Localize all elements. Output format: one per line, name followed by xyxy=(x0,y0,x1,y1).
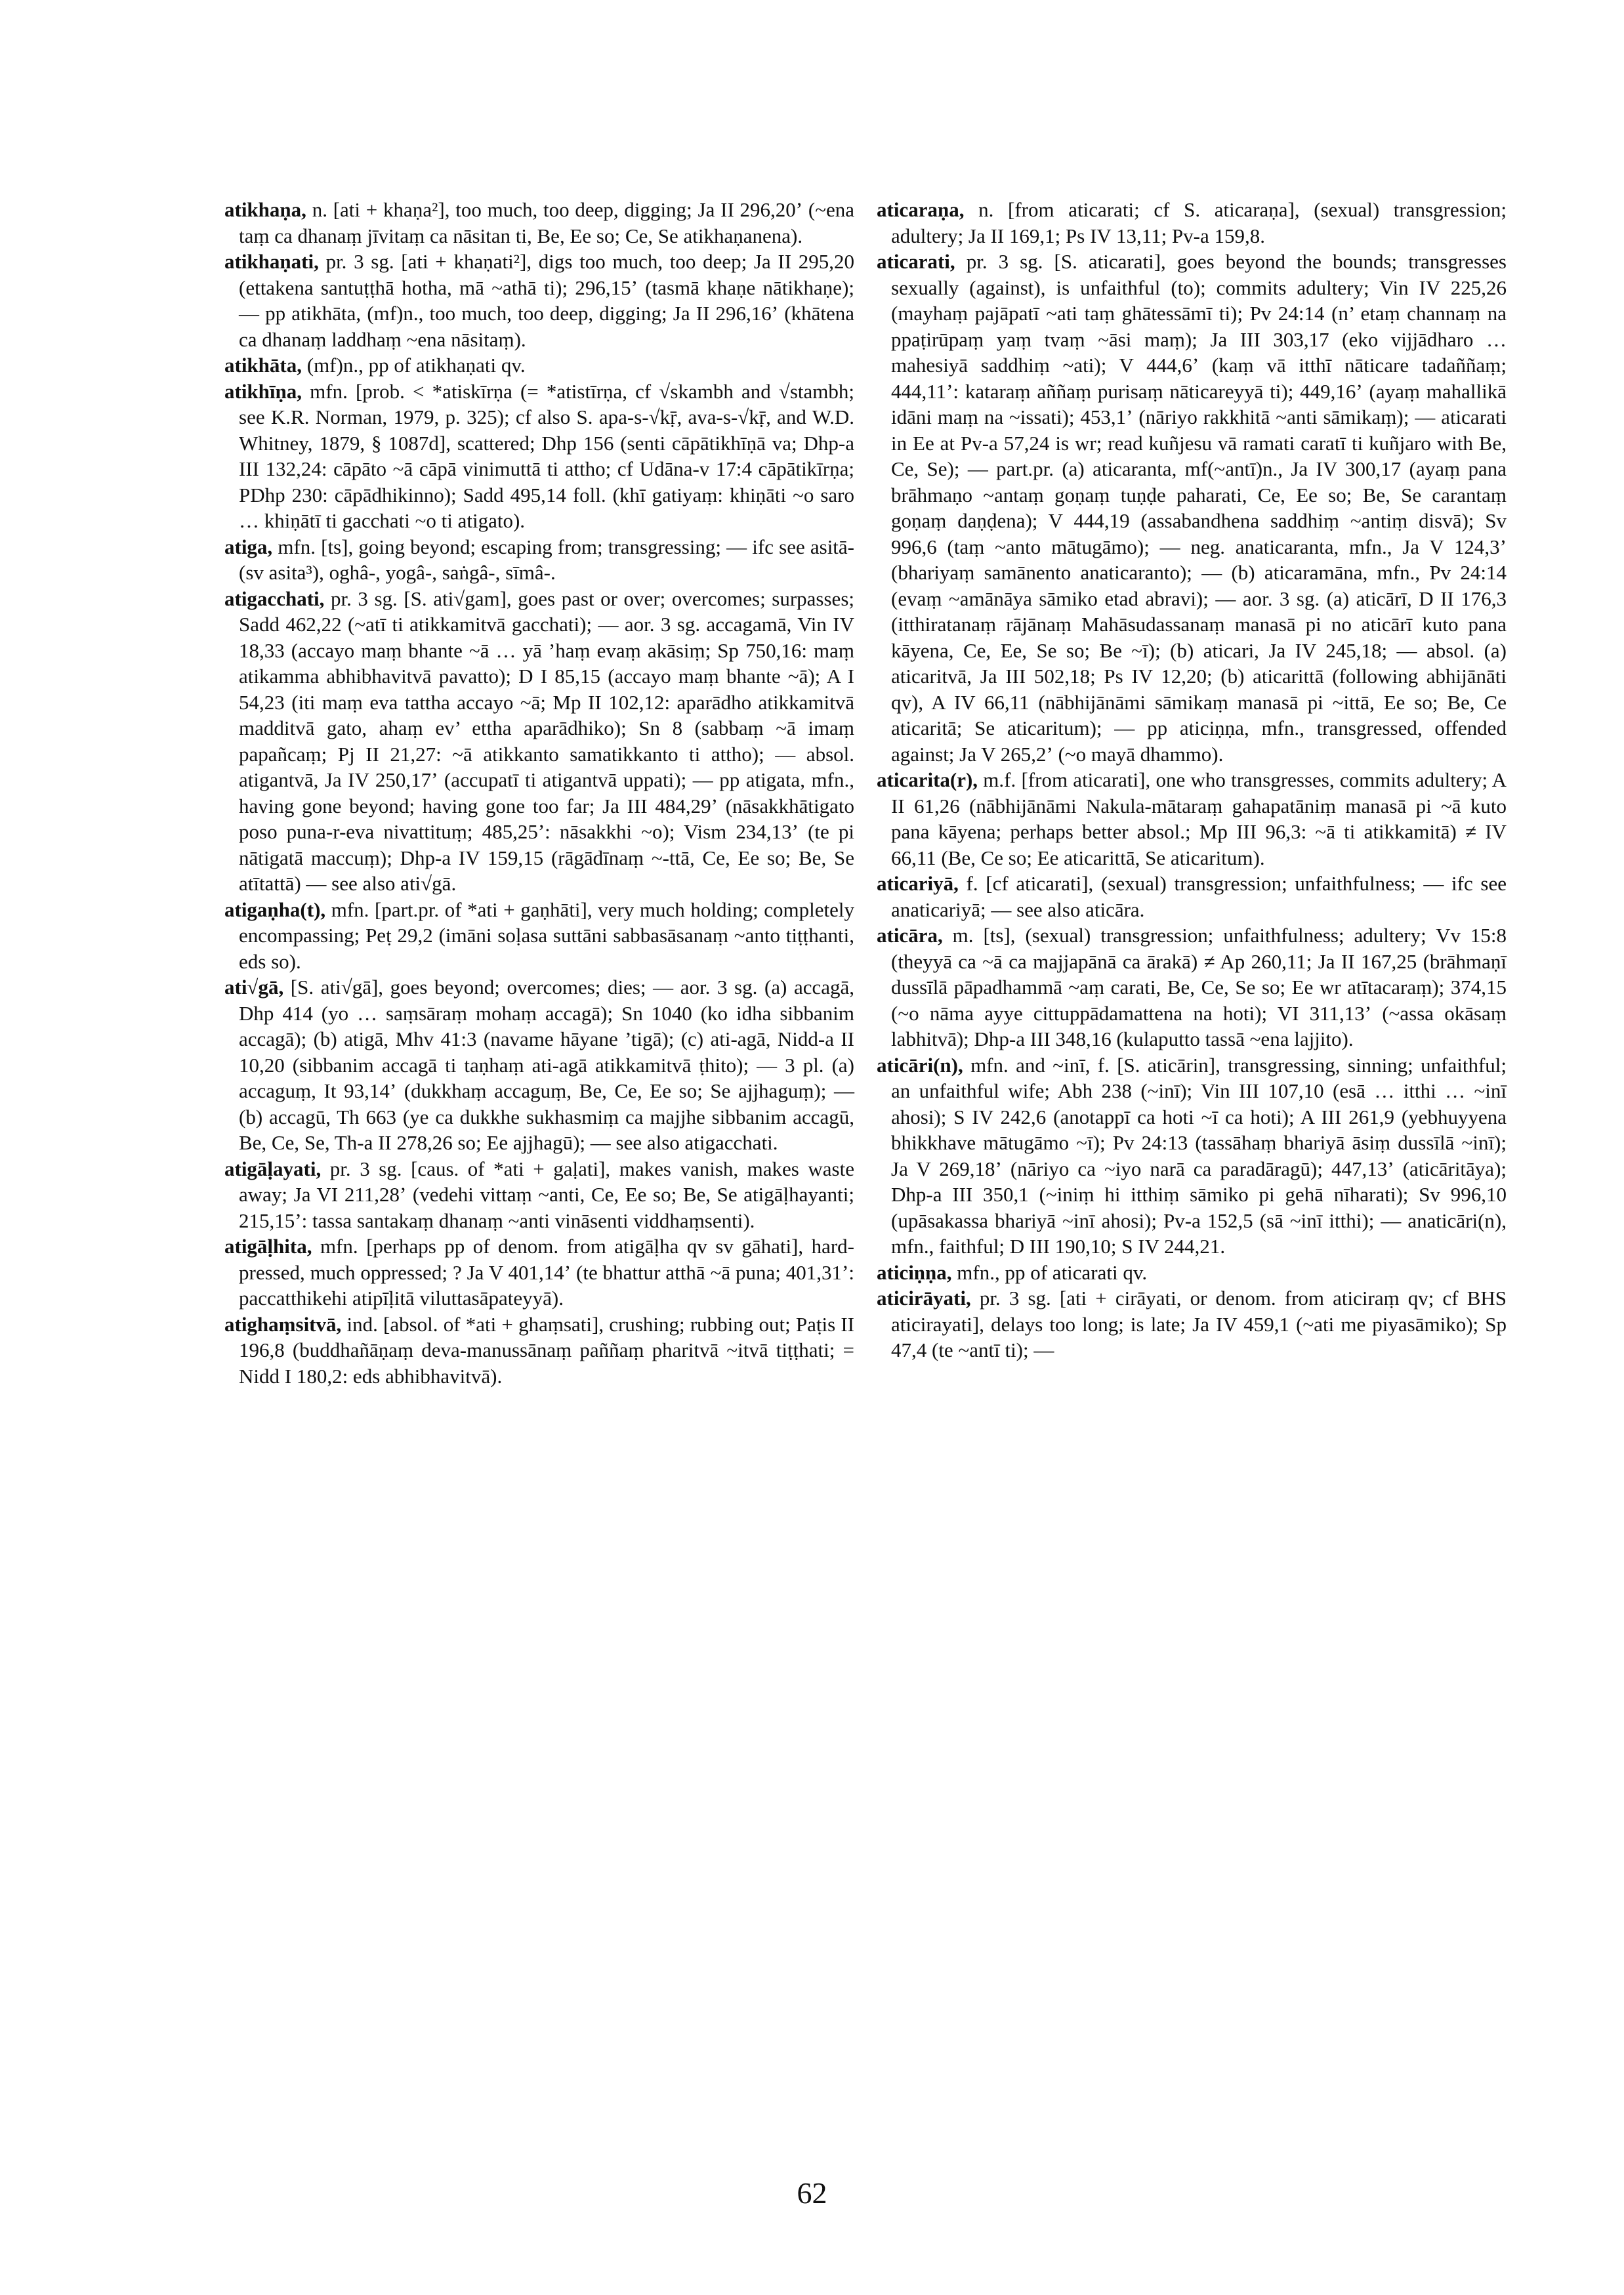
dictionary-entry xyxy=(877,767,1507,871)
entry-headword: ati√gā, xyxy=(224,976,284,999)
entry-headword: atigaṇha(t), xyxy=(224,898,326,921)
entry-headword: atighaṃsitvā, xyxy=(224,1312,342,1336)
entry-headword: aticāra, xyxy=(877,924,943,947)
entry-headword: aticaraṇa, xyxy=(877,198,965,221)
entry-body: pr. 3 sg. [caus. of *ati + gaḷati], makes vanish, makes waste away; Ja VI 211,28ʼ (vedehi vittaṃ ~anti, Ce, Ee so; Be, Se atigāḷhayanti; 215,15ʼ: tassa santakaṃ dhanaṃ ~anti vināsenti viddhaṃsenti). xyxy=(239,1157,854,1232)
dictionary-entry xyxy=(877,922,1507,1052)
entry-headword: aticarati, xyxy=(877,250,955,273)
entry-body: pr. 3 sg. [S. ati√gam], goes past or over; overcomes; surpasses; Sadd 462,22 (~atī ti atikkamitvā gacchati); — aor. 3 sg. accagamā, Vin IV 18,33 (accayo maṃ bhante ~ā … yā ’haṃ evaṃ akāsiṃ; Sp 750,16: maṃ atikamma abhibhavitvā pavatto); D I 85,15 (accayo maṃ bhante ~ā); A I 54,23 (iti maṃ eva tattha accayo ~ā; Mp II 102,12: aparādho atikkamitvā madditvā gato, ahaṃ ev’ ettha aparādhiko); Sn 8 (sabbaṃ ~ā imaṃ papañcaṃ; Pj II 21,27: ~ā atikkanto samatikkanto ti attho); — absol. atigantvā, Ja IV 250,17ʼ (accupatī ti atigantvā uppati); — pp atigata, mfn., having gone beyond; having gone too far; Ja III 484,29ʼ (nāsakkhātigato poso puna-r-eva nivattituṃ; 485,25ʼ: nāsakkhi ~o); Vism 234,13ʼ (te pi nātigatā maccuṃ); Dhp-a IV 159,15 (rāgādīnaṃ ~-ttā, Ce, Ee so; Be, Se atītattā) — see also ati√gā. xyxy=(239,587,854,895)
dictionary-entry xyxy=(224,352,854,379)
dictionary-entry xyxy=(877,197,1507,249)
dictionary-entry xyxy=(877,871,1507,922)
dictionary-entry xyxy=(224,1233,854,1312)
entry-body: (mf)n., pp of atikhaṇati qv. xyxy=(306,354,526,377)
entry-body: ind. [absol. of *ati + ghaṃsati], crushing; rubbing out; Paṭis II 196,8 (buddhañāṇaṃ deva-manussānaṃ paññaṃ pharitvā ~itvā tiṭṭhati; = Nidd I 180,2: eds abhibhavitvā). xyxy=(239,1312,854,1388)
entry-headword: atikhaṇati, xyxy=(224,250,319,273)
dictionary-entry xyxy=(224,534,854,586)
left-column xyxy=(224,197,854,1389)
entry-headword: atikhāta, xyxy=(224,354,302,377)
entry-body: n. [ati + khaṇa²], too much, too deep, digging; Ja II 296,20ʼ (~ena taṃ ca dhanaṃ jīvitaṃ ca nāsitan ti, Be, Ee so; Ce, Se atikhaṇanena). xyxy=(239,198,855,247)
dictionary-entry xyxy=(224,1156,854,1234)
entry-headword: atigāḷhita, xyxy=(224,1235,312,1258)
entry-body: pr. 3 sg. [S. aticarati], goes beyond the bounds; transgresses sexually (against), is unfaithful (to); commits adultery; Vin IV 225,26 (mayhaṃ pajāpatī ~ati taṃ ghātessāmī ti); Pv 24:14 (n’ etaṃ channaṃ na ppaṭirūpaṃ yaṃ tvaṃ ~āsi maṃ); Ja III 303,17 (eko vijjādharo … mahesiyā saddhiṃ ~ati); V 444,6ʼ (kaṃ vā itthī nāticare tadaññaṃ; 444,11ʼ: kataraṃ aññaṃ purisaṃ nāticareyyā ti); 449,16ʼ (ayaṃ mahallikā idāni maṃ na ~issati); 453,1ʼ (nāriyo rakkhitā ~anti sāmikaṃ); — aticarati in Ee at Pv-a 57,24 is wr; read kuñjesu vā ramati caratī ti kuñjaro with Be, Ce, Se); — part.pr. (a) aticaranta, mf(~antī)n., Ja IV 300,17 (ayaṃ pana brāhmaṇo ~antaṃ goṇaṃ tuṇḍe paharati, Ce, Ee so; Be, Se carantaṃ goṇaṃ daṇḍena); V 444,19 (assabandhena saddhiṃ ~antiṃ disvā); Sv 996,6 (taṃ ~anto mātugāmo); — neg. anaticaranta, mfn., Ja V 124,3ʼ (bhariyaṃ samānento anaticaranto); — (b) aticaramāna, mfn., Pv 24:14 (evaṃ ~amānāya sāmiko etad abravi); — aor. 3 sg. (a) aticārī, D II 176,3 (itthiratanaṃ rājānaṃ Mahāsudassanaṃ manasā pi no aticārī kuto pana kāyena, Ce, Ee, Se so; Be ~ī); (b) aticari, Ja IV 245,18; — absol. (a) aticaritvā, Ja III 502,18; Ps IV 12,20; (b) aticarittā (following abhijānāti qv), A IV 66,11 (nābhijānāmi sāmikaṃ manasā pi ~ittā, Ee so; Be, Ce aticaritā; Se aticaritum); — pp aticiṇṇa, mfn., transgressed, offended against; Ja V 265,2ʼ (~o mayā dhammo). xyxy=(891,250,1507,766)
dictionary-entry xyxy=(224,586,854,897)
dictionary-entry xyxy=(877,249,1507,767)
entry-headword: atikhaṇa, xyxy=(224,198,306,221)
entry-body: m.f. [from aticarati], one who transgresses, commits adultery; A II 61,26 (nābhijānāmi Nakula-mātaraṃ gahapatāniṃ manasā pi ~ā kuto pana kāyena; perhaps better absol.; Mp III 96,3: ~ā ti atikkamitā) ≠ IV 66,11 (Be, Ce so; Ee aticarittā, Se aticaritum). xyxy=(891,768,1507,869)
right-column xyxy=(877,197,1507,1363)
dictionary-entry xyxy=(224,249,854,352)
entry-body: mfn. and ~inī, f. [S. aticārin], transgressing, sinning; unfaithful; an unfaithful wife; Abh 238 (~inī); Vin III 107,10 (esā … itthi … ~inī ahosi); S IV 242,6 (anotappī ca hoti ~ī ca hoti); A III 261,9 (yebhuyyena bhikkhave mātugāmo ~ī); Pv 24:13 (tassāhaṃ bhariyā āsiṃ dussīlā ~inī); Ja V 269,18ʼ (nāriyo ca ~iyo narā ca paradāragū); 447,13ʼ (aticāritāya); Dhp-a III 350,1 (~iniṃ hi itthiṃ sāmiko pi gehā nīharati); Sv 996,10 (upāsakassa bhariyā ~inī ahosi); Pv-a 152,5 (sā ~inī itthi); — anaticāri(n), mfn., faithful; D III 190,10; S IV 244,21. xyxy=(891,1053,1507,1258)
entry-body: mfn., pp of aticarati qv. xyxy=(957,1260,1148,1284)
entry-headword: atikhīṇa, xyxy=(224,379,302,403)
entry-body: n. [from aticarati; cf S. aticaraṇa], (sexual) transgression; adultery; Ja II 169,1; Ps IV 13,11; Pv-a 159,8. xyxy=(891,198,1507,247)
entry-headword: atiga, xyxy=(224,535,273,558)
dictionary-entry xyxy=(224,897,854,975)
dictionary-entry xyxy=(877,1052,1507,1260)
entry-headword: aticirāyati, xyxy=(877,1287,971,1310)
dictionary-entry xyxy=(877,1285,1507,1363)
dictionary-entry xyxy=(224,974,854,1156)
dictionary-entry xyxy=(224,197,854,249)
entry-body: mfn. [perhaps pp of denom. from atigāḷha qv sv gāhati], hard-pressed, much oppressed; ? Ja V 401,14ʼ (te bhattur atthā ~ā puna; 401,31ʼ: paccatthikehi atipīḷitā viluttasāpateyyā). xyxy=(239,1235,854,1310)
entry-body: pr. 3 sg. [ati + khaṇati²], digs too much, too deep; Ja II 295,20 (ettakena santuṭṭhā hotha, mā ~athā ti); 296,15ʼ (tasmā khaṇe nātikhaṇe); — pp atikhāta, (mf)n., too much, too deep, digging; Ja II 296,16ʼ (khātena ca dhanaṃ laddhaṃ ~ena nāsitaṃ). xyxy=(239,250,854,351)
dictionary-entry xyxy=(224,379,854,534)
dictionary-entry xyxy=(224,1312,854,1390)
entry-headword: aticariyā, xyxy=(877,872,959,895)
entry-body: [S. ati√gā], goes beyond; overcomes; dies; — aor. 3 sg. (a) accagā, Dhp 414 (yo … saṃsāraṃ mohaṃ accagā); Sn 1040 (ko idha sibbanim accagā); (b) atigā, Mhv 41:3 (navame hāyane ’tigā); (c) ati-agā, Nidd-a II 10,20 (sibbanim accagā ti taṇhaṃ ati-agā atikkamitvā ṭhito); — 3 pl. (a) accaguṃ, It 93,14ʼ (dukkhaṃ accaguṃ, Be, Ce, Ee so; Se ajjhaguṃ); — (b) accagū, Th 663 (ye ca dukkhe sukhasmiṃ ca majjhe sibbanim accagū, Be, Ce, Se, Th-a II 278,26 so; Ee ajjhagū); — see also atigacchati. xyxy=(239,976,854,1154)
entry-body: f. [cf aticarati], (sexual) transgression; unfaithfulness; — ifc see anaticariyā; — see also aticāra. xyxy=(891,872,1507,921)
entry-headword: atigacchati, xyxy=(224,587,325,610)
entry-body: mfn. [ts], going beyond; escaping from; transgressing; — ifc see asitā- (sv asita³), oghâ-, yogâ-, saṅgâ-, sīmâ-. xyxy=(239,535,854,584)
entry-body: mfn. [part.pr. of *ati + gaṇhāti], very much holding; completely encompassing; Peṭ 29,2 (imāni soḷasa suttāni sabbasāsanaṃ ~anto tiṭṭhanti, eds so). xyxy=(239,898,854,973)
entry-body: mfn. [prob. < *atiskīrṇa (= *atistīrṇa, cf √skambh and √stambh; see K.R. Norman, 1979, p. 325); cf also S. apa-s-√kṝ, ava-s-√kṝ, and W.D. Whitney, 1879, § 1087d], scattered; Dhp 156 (senti cāpātikhīṇā va; Dhp-a III 132,24: cāpāto ~ā cāpā vinimuttā ti attho; cf Udāna-v 17:4 cāpātikīrṇa; PDhp 230: cāpādhikinno); Sadd 495,14 foll. (khī gatiyaṃ: khiṇāti ~o saro … khiṇātī ti gacchati ~o ti atigato). xyxy=(239,379,855,532)
entry-headword: aticarita(r), xyxy=(877,768,978,791)
page-number: 62 xyxy=(797,2176,827,2210)
entry-body: pr. 3 sg. [ati + cirāyati, or denom. from aticiraṃ qv; cf BHS aticirayati], delays too long; is late; Ja IV 459,1 (~ati me piyasāmiko); Sp 47,4 (te ~antī ti); — xyxy=(891,1287,1507,1361)
entry-body: m. [ts], (sexual) transgression; unfaithfulness; adultery; Vv 15:8 (theyyā ca ~ā ca majjapānā ca ārakā) ≠ Ap 260,11; Ja II 167,25 (brāhmaṇī dussīlā pāpadhammā ~aṃ carati, Be, Ce, Se so; Ee wr atītacaraṃ); 374,15 (~o nāma ayye cittuppādamattena na hoti); VI 311,13ʼ (~assa okāsaṃ labhitvā); Dhp-a III 348,16 (kulaputto tassā ~ena lajjito). xyxy=(891,924,1507,1050)
entry-headword: atigāḷayati, xyxy=(224,1157,322,1180)
entry-headword: aticāri(n), xyxy=(877,1053,963,1077)
entry-headword: aticiṇṇa, xyxy=(877,1260,952,1284)
dictionary-entry xyxy=(877,1260,1507,1286)
